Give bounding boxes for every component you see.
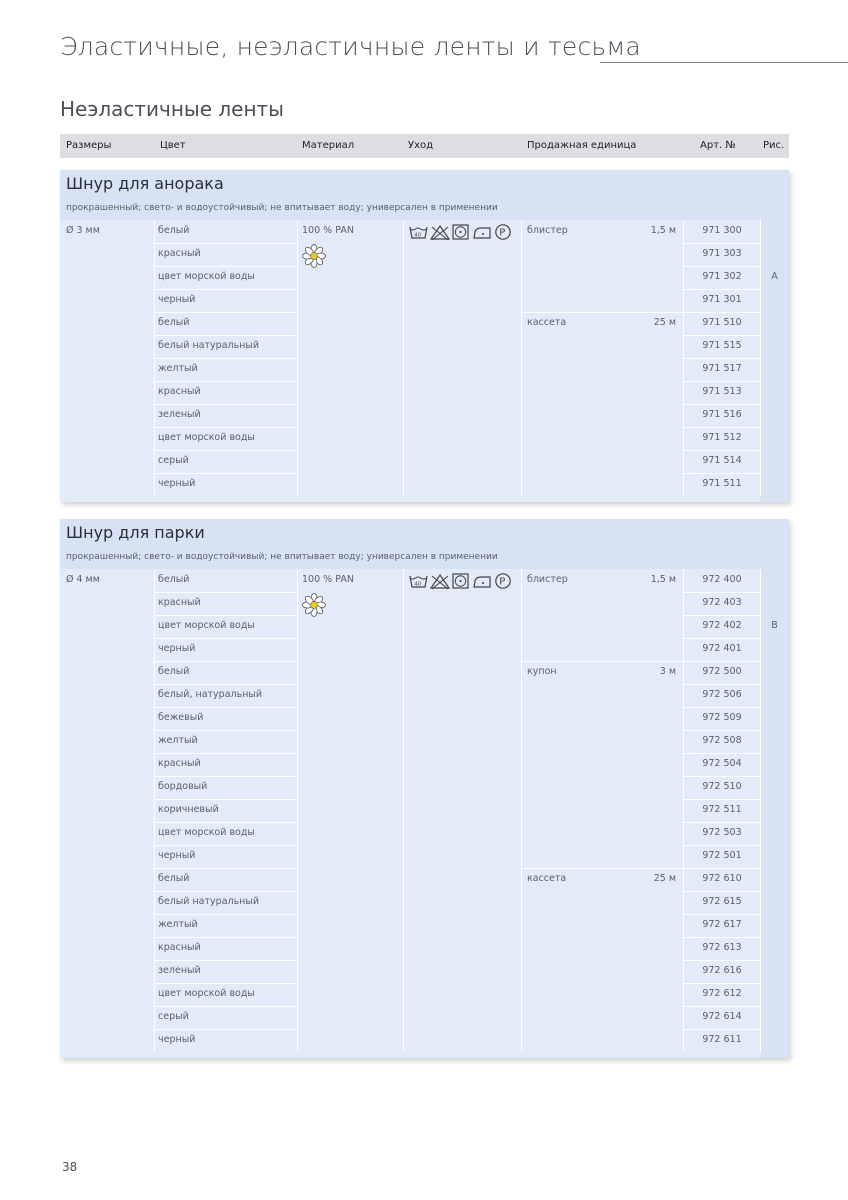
row-divider	[154, 845, 297, 846]
row-divider	[154, 592, 297, 593]
svg-text:P: P	[499, 227, 506, 239]
color-cell: цвет морской воды	[158, 988, 255, 999]
color-cell: зеленый	[158, 965, 201, 976]
row-divider	[154, 730, 297, 731]
row-divider	[154, 1029, 297, 1030]
article-number: 971 516	[702, 409, 742, 420]
article-number: 972 511	[702, 804, 742, 815]
row-divider	[683, 592, 760, 593]
column-divider	[297, 569, 298, 1052]
header-sales-unit: Продажная единица	[527, 140, 637, 151]
row-divider	[154, 868, 297, 869]
article-number: 971 512	[702, 432, 742, 443]
product-block	[60, 170, 789, 502]
article-number: 972 500	[702, 666, 742, 677]
sales-unit-name: блистер	[527, 225, 568, 236]
color-cell: бордовый	[158, 781, 208, 792]
unit-divider	[522, 661, 683, 662]
row-divider	[154, 776, 297, 777]
column-divider	[403, 569, 404, 1052]
tumble-dry-icon	[453, 574, 468, 588]
row-divider	[154, 289, 297, 290]
row-divider	[154, 937, 297, 938]
article-number: 972 400	[702, 574, 742, 585]
sales-unit-name: кассета	[527, 317, 567, 328]
row-divider	[683, 427, 760, 428]
article-number: 971 513	[702, 386, 742, 397]
color-cell: цвет морской воды	[158, 620, 255, 631]
color-cell: цвет морской воды	[158, 271, 255, 282]
row-divider	[154, 381, 297, 382]
article-number: 972 403	[702, 597, 742, 608]
column-divider	[154, 569, 155, 1052]
sales-unit-name: блистер	[527, 574, 568, 585]
care-icons	[408, 572, 516, 590]
row-divider	[683, 266, 760, 267]
product-header	[60, 170, 789, 220]
material-cell: 100 % PAN	[302, 574, 354, 585]
article-number: 971 515	[702, 340, 742, 351]
article-number: 971 303	[702, 248, 742, 259]
article-number: 972 615	[702, 896, 742, 907]
color-cell: красный	[158, 248, 201, 259]
color-cell: желтый	[158, 363, 198, 374]
row-divider	[154, 914, 297, 915]
row-divider	[154, 615, 297, 616]
color-cell: белый натуральный	[158, 896, 260, 907]
svg-text:40: 40	[414, 581, 422, 588]
color-cell: белый	[158, 317, 190, 328]
page-number: 38	[62, 1160, 78, 1174]
title-rule	[600, 62, 848, 63]
row-divider	[683, 358, 760, 359]
row-divider	[683, 381, 760, 382]
color-cell: белый	[158, 225, 190, 236]
row-divider	[154, 312, 297, 313]
svg-text:40: 40	[414, 232, 422, 239]
row-divider	[154, 473, 297, 474]
article-number: 972 504	[702, 758, 742, 769]
color-cell: белый натуральный	[158, 340, 260, 351]
column-divider	[521, 569, 522, 1052]
product-title: Шнур для парки	[66, 523, 205, 542]
row-divider	[154, 799, 297, 800]
header-color: Цвет	[160, 140, 186, 151]
column-divider	[760, 220, 761, 496]
article-number: 971 510	[702, 317, 742, 328]
row-divider	[154, 427, 297, 428]
care-icons	[408, 223, 516, 241]
article-number: 971 511	[702, 478, 742, 489]
color-cell: красный	[158, 942, 201, 953]
no-bleach-icon	[431, 226, 449, 240]
sales-unit-length: 1,5 м	[650, 574, 676, 585]
size-cell: Ø 4 мм	[66, 574, 100, 585]
color-cell: коричневый	[158, 804, 219, 815]
color-cell: черный	[158, 1034, 196, 1045]
table-header	[60, 134, 789, 158]
column-divider	[297, 220, 298, 496]
sales-unit-name: кассета	[527, 873, 567, 884]
dry-clean-p-icon	[496, 574, 510, 588]
tumble-dry-icon	[453, 225, 468, 239]
row-divider	[154, 684, 297, 685]
sales-unit-name: купон	[527, 666, 557, 677]
article-number: 972 614	[702, 1011, 742, 1022]
color-cell: красный	[158, 758, 201, 769]
row-divider	[154, 450, 297, 451]
article-number: 972 506	[702, 689, 742, 700]
wash-40-icon	[410, 227, 427, 239]
color-cell: серый	[158, 1011, 189, 1022]
article-number: 972 402	[702, 620, 742, 631]
svg-text:P: P	[499, 576, 506, 588]
header-size: Размеры	[66, 140, 112, 151]
row-divider	[154, 891, 297, 892]
product-header	[60, 519, 789, 569]
wash-40-icon	[410, 576, 427, 588]
row-divider	[683, 983, 760, 984]
article-number: 972 508	[702, 735, 742, 746]
row-divider	[683, 684, 760, 685]
product-block	[60, 519, 789, 1058]
color-cell: серый	[158, 455, 189, 466]
row-divider	[683, 661, 760, 662]
product-description: прокрашенный; свето- и водоустойчивый; не впитывает воду; универсален в применении	[66, 203, 498, 213]
color-cell: цвет морской воды	[158, 827, 255, 838]
sales-unit-length: 3 м	[659, 666, 676, 677]
flower-icon	[302, 244, 326, 268]
color-cell: черный	[158, 294, 196, 305]
row-divider	[154, 243, 297, 244]
article-number: 971 514	[702, 455, 742, 466]
article-number: 972 612	[702, 988, 742, 999]
row-divider	[683, 707, 760, 708]
color-cell: белый	[158, 574, 190, 585]
row-divider	[683, 868, 760, 869]
column-divider	[403, 220, 404, 496]
row-divider	[154, 822, 297, 823]
color-cell: красный	[158, 386, 201, 397]
sales-unit-length: 25 м	[653, 317, 676, 328]
material-cell: 100 % PAN	[302, 225, 354, 236]
row-divider	[154, 1006, 297, 1007]
color-cell: белый	[158, 666, 190, 677]
column-divider	[760, 569, 761, 1052]
row-divider	[683, 312, 760, 313]
color-cell: желтый	[158, 919, 198, 930]
row-divider	[154, 983, 297, 984]
row-divider	[683, 615, 760, 616]
figure-column	[760, 220, 789, 502]
row-divider	[683, 1029, 760, 1030]
unit-divider	[522, 868, 683, 869]
iron-icon	[474, 577, 490, 587]
row-divider	[154, 404, 297, 405]
row-divider	[154, 358, 297, 359]
size-cell: Ø 3 мм	[66, 225, 100, 236]
article-number: 972 611	[702, 1034, 742, 1045]
row-divider	[683, 473, 760, 474]
row-divider	[683, 289, 760, 290]
product-title: Шнур для анорака	[66, 174, 224, 193]
article-number: 972 616	[702, 965, 742, 976]
sales-unit-length: 1,5 м	[650, 225, 676, 236]
row-divider	[683, 1006, 760, 1007]
row-divider	[683, 937, 760, 938]
page-title: Эластичные, неэластичные ленты и тесьма	[60, 32, 641, 61]
article-number: 972 613	[702, 942, 742, 953]
row-divider	[683, 335, 760, 336]
row-divider	[683, 450, 760, 451]
color-cell: белый, натуральный	[158, 689, 263, 700]
article-number: 972 503	[702, 827, 742, 838]
column-divider	[683, 569, 684, 1052]
column-divider	[521, 220, 522, 496]
article-number: 972 509	[702, 712, 742, 723]
row-divider	[154, 266, 297, 267]
color-cell: белый	[158, 873, 190, 884]
color-cell: желтый	[158, 735, 198, 746]
color-cell: бежевый	[158, 712, 204, 723]
color-cell: зеленый	[158, 409, 201, 420]
header-article: Арт. №	[700, 140, 736, 151]
color-cell: черный	[158, 643, 196, 654]
row-divider	[683, 243, 760, 244]
article-number: 972 617	[702, 919, 742, 930]
header-material: Материал	[302, 140, 355, 151]
row-divider	[683, 799, 760, 800]
section-title: Неэластичные ленты	[60, 97, 284, 121]
figure-column	[760, 569, 789, 1058]
row-divider	[683, 404, 760, 405]
iron-icon	[474, 228, 490, 238]
article-number: 971 300	[702, 225, 742, 236]
row-divider	[683, 638, 760, 639]
row-divider	[683, 822, 760, 823]
figure-letter: A	[771, 271, 778, 282]
article-number: 971 301	[702, 294, 742, 305]
color-cell: цвет морской воды	[158, 432, 255, 443]
row-divider	[683, 845, 760, 846]
dry-clean-p-icon	[496, 225, 510, 239]
color-cell: красный	[158, 597, 201, 608]
row-divider	[683, 960, 760, 961]
product-description: прокрашенный; свето- и водоустойчивый; не впитывает воду; универсален в применении	[66, 552, 498, 562]
article-number: 972 510	[702, 781, 742, 792]
flower-icon	[302, 593, 326, 617]
row-divider	[154, 335, 297, 336]
row-divider	[154, 960, 297, 961]
color-cell: черный	[158, 850, 196, 861]
row-divider	[683, 730, 760, 731]
article-number: 971 302	[702, 271, 742, 282]
article-number: 972 610	[702, 873, 742, 884]
article-number: 972 501	[702, 850, 742, 861]
row-divider	[683, 753, 760, 754]
unit-divider	[522, 312, 683, 313]
header-care: Уход	[408, 140, 434, 151]
row-divider	[683, 914, 760, 915]
article-number: 971 517	[702, 363, 742, 374]
sales-unit-length: 25 м	[653, 873, 676, 884]
header-figure: Рис.	[763, 140, 785, 151]
row-divider	[154, 753, 297, 754]
row-divider	[154, 707, 297, 708]
no-bleach-icon	[431, 575, 449, 589]
row-divider	[683, 776, 760, 777]
row-divider	[154, 638, 297, 639]
figure-letter: B	[771, 620, 778, 631]
color-cell: черный	[158, 478, 196, 489]
article-number: 972 401	[702, 643, 742, 654]
row-divider	[683, 891, 760, 892]
row-divider	[154, 661, 297, 662]
